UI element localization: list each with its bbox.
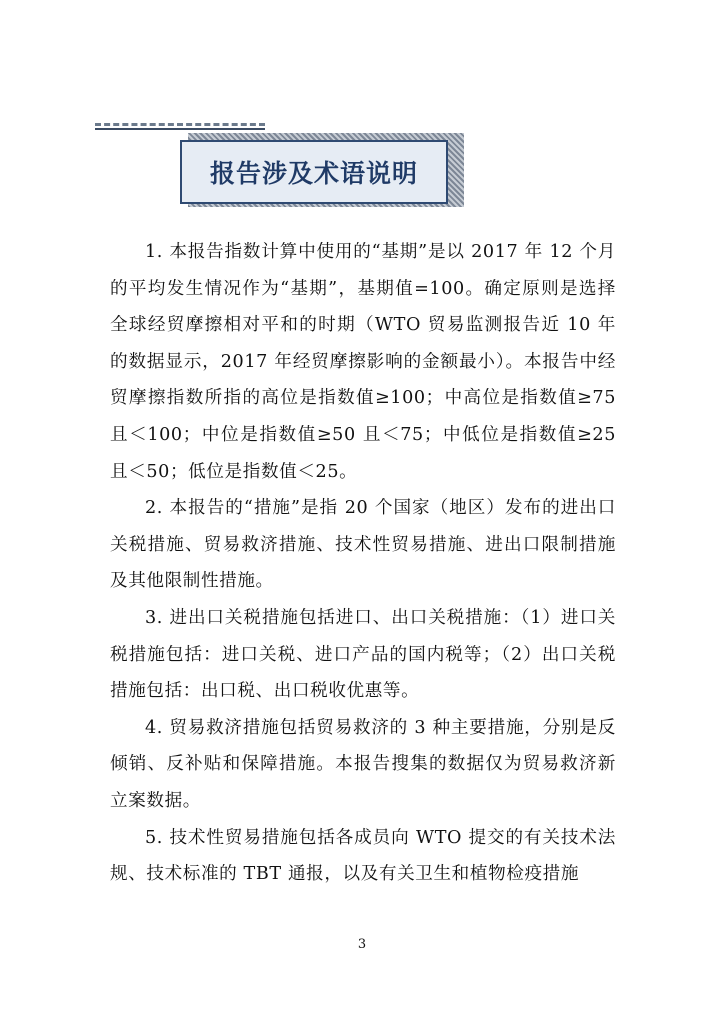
paragraph-4: 4. 贸易救济措施包括贸易救济的 3 种主要措施，分别是反倾销、反补贴和保障措施。本报告搜集的数据仅为贸易救济新立案数据。 <box>110 717 616 811</box>
section-title: 报告涉及术语说明 <box>209 159 418 188</box>
paragraph-2: 2. 本报告的“措施”是指 20 个国家（地区）发布的进出口关税措施、贸易救济措施、技术性贸易措施、进出口限制措施及其他限制性措施。 <box>110 498 616 592</box>
document-body <box>110 234 616 893</box>
paragraph-5: 5. 技术性贸易措施包括各成员向 WTO 提交的有关技术法规、技术标准的 TBT 通报，以及有关卫生和植物检疫措施 <box>110 827 616 885</box>
paragraph-3: 3. 进出口关税措施包括进口、出口关税措施：（1）进口关税措施包括：进口关税、进口产品的国内税等；（2）出口关税措施包括：出口税、出口税收优惠等。 <box>110 607 616 702</box>
paragraph-1: 1. 本报告指数计算中使用的“基期”是以 2017 年 12 个月的平均发生情况作为“基期”，基期值=100。确定原则是选择全球经贸摩擦相对平和的时期（WTO 贸易监测报告近 10 年的数据显示，2017 年经贸摩擦影响的金额最小）。本报告中经贸摩擦指数所指的高位是指数值≥100；中高位是指数值≥75 且＜100；中位是指数值≥50 且＜75；中低位是指数值≥25 且＜50；低位是指数值＜25。 <box>110 242 616 482</box>
decorative-rule-line <box>95 128 265 130</box>
page-number: 3 <box>357 937 367 952</box>
decorative-dashed-line <box>95 123 265 126</box>
section-title-box <box>180 140 448 204</box>
